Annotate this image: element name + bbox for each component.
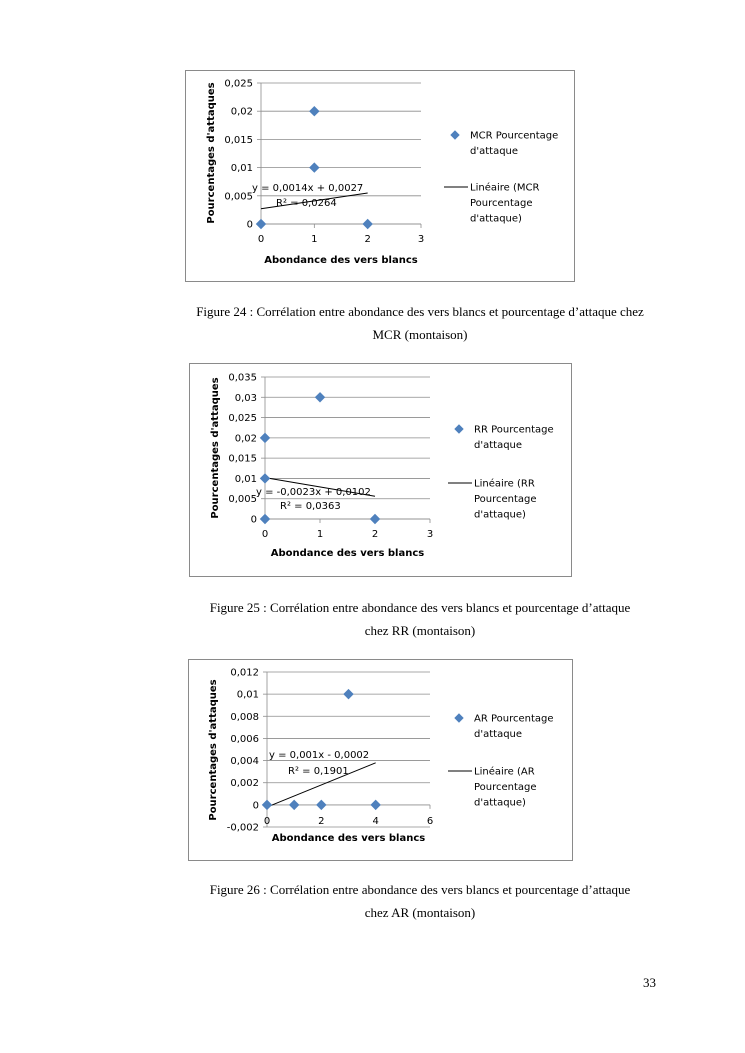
x-axis-title: Abondance des vers blancs — [270, 548, 425, 559]
y-tick-label: 0,004 — [230, 756, 259, 768]
trendline-equation: y = 0,0014x + 0,0027 — [252, 183, 364, 194]
x-tick-label: 2 — [371, 529, 379, 540]
legend-marker-icon — [451, 131, 459, 139]
figure-26-caption — [160, 878, 680, 924]
data-point — [371, 515, 380, 524]
y-tick-label: 0,01 — [234, 473, 257, 485]
x-tick-label: 0 — [257, 234, 265, 245]
legend-label-series: d'attaque — [474, 729, 523, 740]
x-tick-label: 2 — [364, 234, 371, 245]
figure-25-caption — [160, 596, 680, 642]
data-point — [310, 107, 319, 116]
y-tick-label: 0,03 — [234, 392, 257, 404]
data-point — [261, 515, 270, 524]
y-tick-label: 0,02 — [230, 106, 253, 118]
x-tick-label: 4 — [372, 815, 379, 827]
data-point — [371, 800, 380, 809]
y-tick-label: 0 — [252, 800, 259, 812]
legend-label-trendline: d'attaque) — [470, 213, 522, 225]
legend-label-trendline: Pourcentage — [474, 494, 537, 505]
data-point — [317, 800, 326, 809]
legend-label-trendline: Linéaire (RR — [474, 478, 535, 490]
legend-marker-icon — [455, 425, 463, 433]
legend-label-trendline: Linéaire (AR — [474, 766, 535, 778]
y-tick-label: 0,025 — [228, 413, 257, 425]
legend-label-trendline: Linéaire (MCR — [470, 182, 540, 194]
trendline-equation: y = -0,0023x + 0,0102 — [256, 487, 371, 498]
trendline-r-squared: R² = 0,0363 — [280, 501, 341, 512]
data-point — [310, 163, 319, 172]
figure-24-caption — [160, 300, 680, 346]
scatter-chart-mcr — [186, 71, 576, 283]
trendline-r-squared: R² = 0,1901 — [288, 766, 349, 777]
y-tick-label: 0,025 — [224, 78, 253, 90]
legend-label-series: AR Pourcentage — [474, 713, 554, 725]
y-axis-title: Pourcentages d'attaques — [210, 377, 221, 519]
y-tick-label: 0,006 — [230, 733, 259, 745]
y-tick-label: 0,035 — [228, 372, 257, 384]
x-tick-label: 2 — [318, 815, 325, 827]
data-point — [261, 474, 270, 483]
y-tick-label: 0,015 — [224, 134, 253, 146]
legend-label-trendline: d'attaque) — [474, 509, 526, 521]
legend-label-trendline: Pourcentage — [474, 782, 537, 793]
x-tick-label: 0 — [263, 815, 271, 827]
x-tick-label: 1 — [311, 234, 318, 245]
legend-label-trendline: d'attaque) — [474, 797, 526, 809]
legend-label-trendline: Pourcentage — [470, 198, 533, 209]
x-tick-label: 3 — [417, 234, 425, 245]
chart-figure-26 — [188, 659, 573, 861]
data-point — [261, 433, 270, 442]
y-tick-label: 0,005 — [224, 191, 253, 203]
scatter-chart-ar — [189, 660, 574, 862]
y-axis-title: Pourcentages d'attaques — [206, 82, 217, 224]
legend-label-series: MCR Pourcentage — [470, 130, 559, 142]
x-tick-label: 0 — [261, 529, 269, 540]
y-tick-label: 0 — [246, 219, 253, 231]
caption-line-1: Figure 25 : Corrélation entre abondance des vers blancs et pourcentage d’attaque — [209, 600, 631, 615]
trendline-r-squared: R² = 0,0264 — [276, 198, 337, 209]
x-axis-title: Abondance des vers blancs — [271, 833, 426, 844]
y-tick-label: 0,02 — [234, 433, 257, 445]
y-axis-title: Pourcentages d'attaques — [208, 679, 219, 821]
x-axis-title: Abondance des vers blancs — [264, 255, 418, 266]
data-point — [363, 220, 372, 229]
legend-label-series: d'attaque — [470, 146, 519, 157]
y-tick-label: 0,01 — [236, 689, 259, 701]
y-tick-label: 0,002 — [230, 778, 259, 790]
y-tick-label: -0,002 — [226, 822, 259, 834]
caption-line-2: MCR (montaison) — [372, 327, 468, 342]
legend-label-series: RR Pourcentage — [474, 424, 554, 436]
trendline-equation: y = 0,001x - 0,0002 — [269, 750, 370, 761]
x-tick-label: 1 — [316, 529, 324, 540]
data-point — [316, 393, 325, 402]
caption-line-2: chez AR (montaison) — [364, 905, 476, 920]
data-point — [263, 800, 272, 809]
caption-line-1: Figure 24 : Corrélation entre abondance des vers blancs et pourcentage d’attaque chez — [196, 304, 644, 319]
legend-marker-icon — [455, 714, 463, 722]
caption-line-1: Figure 26 : Corrélation entre abondance des vers blancs et pourcentage d’attaque — [209, 882, 631, 897]
chart-figure-25 — [189, 363, 572, 577]
y-tick-label: 0,01 — [230, 163, 253, 175]
y-tick-label: 0,008 — [230, 711, 259, 723]
y-tick-label: 0 — [250, 514, 257, 526]
page-number: 33 — [643, 975, 656, 990]
legend-label-series: d'attaque — [474, 440, 523, 451]
x-tick-label: 6 — [426, 815, 434, 827]
data-point — [344, 690, 353, 699]
data-point — [257, 220, 266, 229]
y-tick-label: 0,012 — [230, 667, 259, 679]
y-tick-label: 0,005 — [228, 494, 257, 506]
x-tick-label: 3 — [426, 529, 434, 540]
caption-line-2: chez RR (montaison) — [364, 623, 476, 638]
chart-figure-24 — [185, 70, 575, 282]
data-point — [290, 800, 299, 809]
y-tick-label: 0,015 — [228, 453, 257, 465]
scatter-chart-rr — [190, 364, 573, 578]
